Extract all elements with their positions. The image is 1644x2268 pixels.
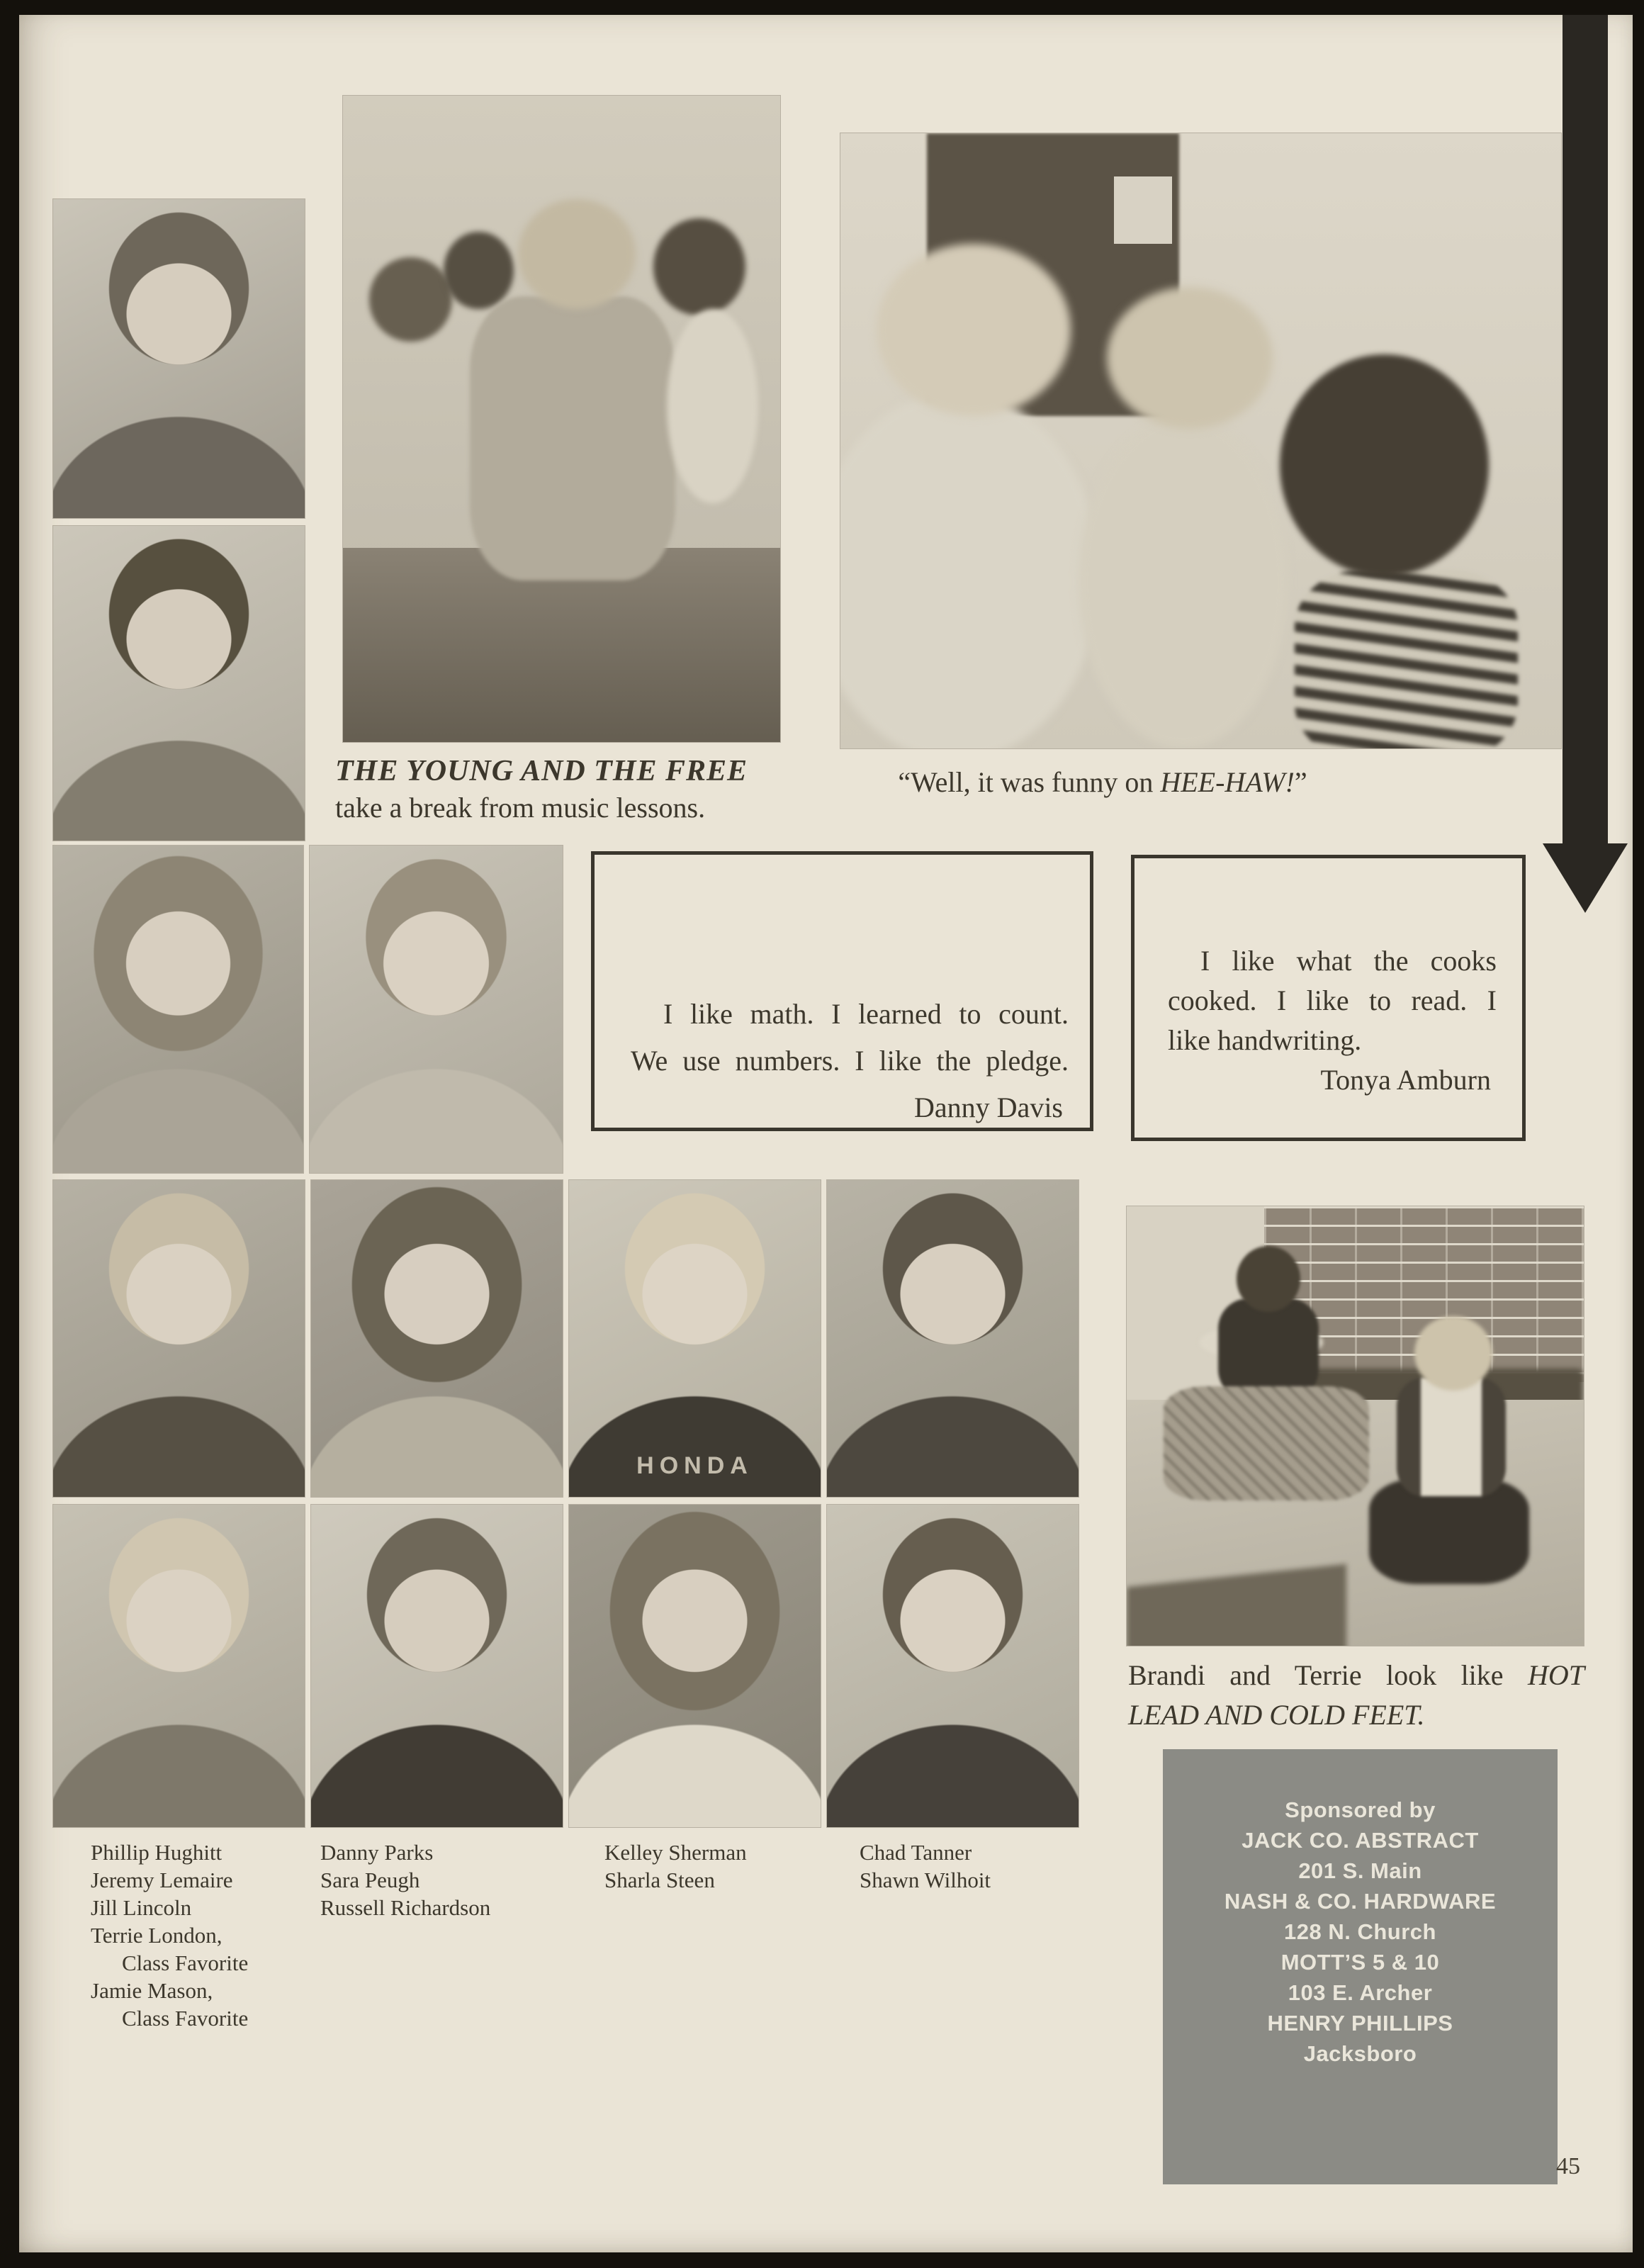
names-column-3 [604,1838,747,1894]
quote-line: I like what the cooks [1200,945,1497,977]
quote-attribution: Danny Davis [914,1091,1063,1123]
student-name: Phillip Hughitt [91,1840,223,1865]
caption-text: take a break from music lessons. [335,792,706,824]
photo-texture [518,199,636,309]
photo-texture [1397,1378,1507,1496]
photo-texture [667,309,759,503]
portrait-photo [311,1180,563,1497]
portrait-photo [569,1180,821,1497]
brandi-photo-caption [1128,1656,1584,1735]
portrait-photo [827,1505,1079,1827]
caption-text: ” [1294,766,1307,798]
portrait-photo [569,1505,821,1827]
caption-line [1128,1656,1584,1695]
student-honor: Class Favorite [122,2006,249,2031]
names-column-1 [91,1838,248,2032]
photo-texture [1079,416,1288,748]
portrait-photo [310,846,563,1173]
sponsor-line: 201 S. Main [1298,1858,1422,1883]
student-name: Danny Parks [320,1840,434,1865]
heehaw-girls-photo [840,133,1561,748]
portrait-photo [53,199,305,518]
brandi-terrie-photo [1127,1206,1584,1646]
names-column-4 [860,1838,991,1894]
student-name: Jeremy Lemaire [91,1868,233,1892]
student-name: Russell Richardson [320,1895,491,1920]
portrait-photo [53,1505,305,1827]
photo-texture [1280,354,1489,576]
student-name: Chad Tanner [860,1840,972,1865]
caption-italic-title: LEAD AND COLD FEET. [1128,1699,1425,1731]
student-name: Shawn Wilhoit [860,1868,991,1892]
photo-texture [1107,287,1273,429]
portrait-photo [53,1180,305,1497]
quote-danny-davis [631,991,1069,1131]
photo-texture [1414,1316,1492,1391]
photo-texture [840,392,1100,748]
student-name: Sara Peugh [320,1868,420,1892]
sponsor-line: JACK CO. ABSTRACT [1242,1828,1479,1853]
caption-italic-title: HEE-HAW! [1160,766,1295,798]
names-column-2 [320,1838,490,1921]
photo-texture [369,257,452,342]
caption-italic-title: HOT [1527,1659,1584,1691]
photo-texture [1295,570,1518,748]
sponsor-line: MOTT’S 5 & 10 [1280,1950,1440,1975]
music-lessons-group-photo [343,96,780,742]
photo-texture [1237,1246,1300,1312]
caption-text: “Well, it was funny on [898,766,1161,798]
sponsor-line: NASH & CO. HARDWARE [1224,1889,1497,1914]
sponsor-line: HENRY PHILLIPS [1267,2011,1453,2036]
honda-shirt-text: HONDA [636,1452,753,1479]
student-honor: Class Favorite [122,1950,249,1975]
portrait-photo [53,846,303,1173]
photo-texture [470,296,675,580]
photo-texture [653,218,745,315]
heehaw-photo-caption [855,764,1351,801]
student-name: Kelley Sherman [604,1840,747,1865]
photo-texture [1114,176,1171,244]
student-name: Sharla Steen [604,1868,715,1892]
sponsor-box [1163,1749,1558,2184]
sponsor-line: 128 N. Church [1284,1919,1436,1944]
caption-italic-title: THE YOUNG AND THE FREE [335,755,748,787]
quote-tonya-amburn [1168,941,1497,1100]
quote-line: cooked. I like to read. I [1168,984,1497,1016]
student-name: Jamie Mason, [91,1978,213,2003]
page-number: 45 [1556,2153,1580,2179]
quote-line: like handwriting. [1168,1024,1362,1056]
music-photo-caption [335,753,796,826]
student-name: Terrie London, [91,1923,223,1948]
portrait-photo [827,1180,1079,1497]
photo-texture [444,232,514,309]
down-arrow-shaft [1563,15,1608,846]
sponsor-line: Sponsored by [1285,1797,1436,1822]
sponsor-line: Jacksboro [1303,2041,1417,2066]
quote-line: We use numbers. I like the pledge. [631,1045,1069,1077]
sponsor-line: 103 E. Archer [1288,1980,1433,2005]
portrait-photo [53,526,305,841]
photo-texture [877,244,1071,416]
caption-text: Brandi and Terrie look like [1128,1659,1528,1691]
down-arrow-head [1543,843,1628,913]
photo-texture [1218,1298,1319,1400]
quote-line: I like math. I learned to count. [663,998,1069,1030]
student-name: Jill Lincoln [91,1895,192,1920]
portrait-photo [311,1505,563,1827]
quote-attribution: Tonya Amburn [1320,1064,1491,1096]
photo-texture [1164,1386,1369,1500]
